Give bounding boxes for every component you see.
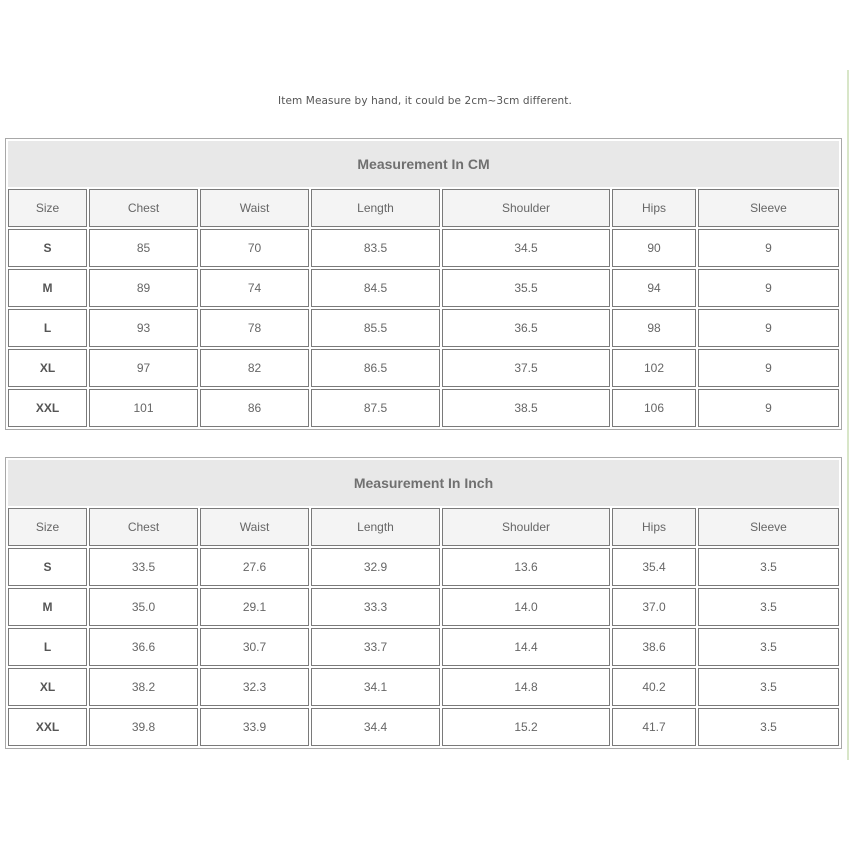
table-row (8, 309, 839, 347)
column-header-hips: Hips (612, 189, 696, 227)
chest-cell: 39.8 (89, 708, 198, 746)
shoulder-cell: 38.5 (442, 389, 610, 427)
waist-cell: 82 (200, 349, 309, 387)
column-header-chest: Chest (89, 508, 198, 546)
length-cell: 85.5 (311, 309, 440, 347)
size-cell: XXL (8, 389, 87, 427)
length-cell: 33.7 (311, 628, 440, 666)
size-chart-inch (5, 457, 842, 749)
length-cell: 84.5 (311, 269, 440, 307)
sleeve-cell: 3.5 (698, 668, 839, 706)
table-row (8, 229, 839, 267)
chest-cell: 33.5 (89, 548, 198, 586)
size-cell: M (8, 269, 87, 307)
sleeve-cell: 9 (698, 349, 839, 387)
shoulder-cell: 13.6 (442, 548, 610, 586)
sleeve-cell: 3.5 (698, 628, 839, 666)
hips-cell: 90 (612, 229, 696, 267)
length-cell: 33.3 (311, 588, 440, 626)
waist-cell: 29.1 (200, 588, 309, 626)
hips-cell: 40.2 (612, 668, 696, 706)
table-row (8, 548, 839, 586)
hips-cell: 41.7 (612, 708, 696, 746)
hips-cell: 94 (612, 269, 696, 307)
length-cell: 83.5 (311, 229, 440, 267)
hips-cell: 38.6 (612, 628, 696, 666)
length-cell: 34.4 (311, 708, 440, 746)
column-header-sleeve: Sleeve (698, 508, 839, 546)
chest-cell: 101 (89, 389, 198, 427)
table-row (8, 349, 839, 387)
table-caption-row (8, 141, 839, 187)
chest-cell: 35.0 (89, 588, 198, 626)
column-header-length: Length (311, 508, 440, 546)
size-chart-cm (5, 138, 842, 430)
chest-cell: 93 (89, 309, 198, 347)
table-row (8, 389, 839, 427)
sleeve-cell: 9 (698, 269, 839, 307)
hips-cell: 102 (612, 349, 696, 387)
shoulder-cell: 36.5 (442, 309, 610, 347)
column-header-hips: Hips (612, 508, 696, 546)
sleeve-cell: 3.5 (698, 588, 839, 626)
size-cell: L (8, 628, 87, 666)
waist-cell: 30.7 (200, 628, 309, 666)
shoulder-cell: 14.4 (442, 628, 610, 666)
column-header-chest: Chest (89, 189, 198, 227)
hips-cell: 106 (612, 389, 696, 427)
hips-cell: 35.4 (612, 548, 696, 586)
waist-cell: 74 (200, 269, 309, 307)
size-table-cm (6, 139, 841, 429)
table-caption-row (8, 460, 839, 506)
size-cell: XL (8, 349, 87, 387)
waist-cell: 32.3 (200, 668, 309, 706)
sleeve-cell: 9 (698, 229, 839, 267)
size-table-inch (6, 458, 841, 748)
length-cell: 34.1 (311, 668, 440, 706)
chest-cell: 36.6 (89, 628, 198, 666)
length-cell: 86.5 (311, 349, 440, 387)
column-header-waist: Waist (200, 189, 309, 227)
column-header-length: Length (311, 189, 440, 227)
waist-cell: 86 (200, 389, 309, 427)
sleeve-cell: 3.5 (698, 708, 839, 746)
sleeve-cell: 9 (698, 309, 839, 347)
chest-cell: 38.2 (89, 668, 198, 706)
waist-cell: 70 (200, 229, 309, 267)
hips-cell: 37.0 (612, 588, 696, 626)
shoulder-cell: 35.5 (442, 269, 610, 307)
table-row (8, 269, 839, 307)
header-row (8, 508, 839, 546)
size-cell: L (8, 309, 87, 347)
length-cell: 87.5 (311, 389, 440, 427)
header-row (8, 189, 839, 227)
shoulder-cell: 37.5 (442, 349, 610, 387)
column-header-waist: Waist (200, 508, 309, 546)
shoulder-cell: 34.5 (442, 229, 610, 267)
table-row (8, 588, 839, 626)
sleeve-cell: 3.5 (698, 548, 839, 586)
column-header-sleeve: Sleeve (698, 189, 839, 227)
size-cell: S (8, 229, 87, 267)
table-row (8, 708, 839, 746)
chest-cell: 85 (89, 229, 198, 267)
sleeve-cell: 9 (698, 389, 839, 427)
table-row (8, 628, 839, 666)
hips-cell: 98 (612, 309, 696, 347)
size-cell: S (8, 548, 87, 586)
shoulder-cell: 15.2 (442, 708, 610, 746)
size-cell: XL (8, 668, 87, 706)
chest-cell: 97 (89, 349, 198, 387)
column-header-shoulder: Shoulder (442, 189, 610, 227)
waist-cell: 33.9 (200, 708, 309, 746)
column-header-size: Size (8, 508, 87, 546)
shoulder-cell: 14.8 (442, 668, 610, 706)
size-cell: M (8, 588, 87, 626)
waist-cell: 27.6 (200, 548, 309, 586)
length-cell: 32.9 (311, 548, 440, 586)
measurement-note: Item Measure by hand, it could be 2cm~3cm different. (278, 95, 572, 107)
chest-cell: 89 (89, 269, 198, 307)
shoulder-cell: 14.0 (442, 588, 610, 626)
column-header-shoulder: Shoulder (442, 508, 610, 546)
table-caption: Measurement In CM (8, 141, 839, 187)
table-caption: Measurement In Inch (8, 460, 839, 506)
column-header-size: Size (8, 189, 87, 227)
table-row (8, 668, 839, 706)
edge-divider (847, 70, 849, 760)
waist-cell: 78 (200, 309, 309, 347)
size-cell: XXL (8, 708, 87, 746)
